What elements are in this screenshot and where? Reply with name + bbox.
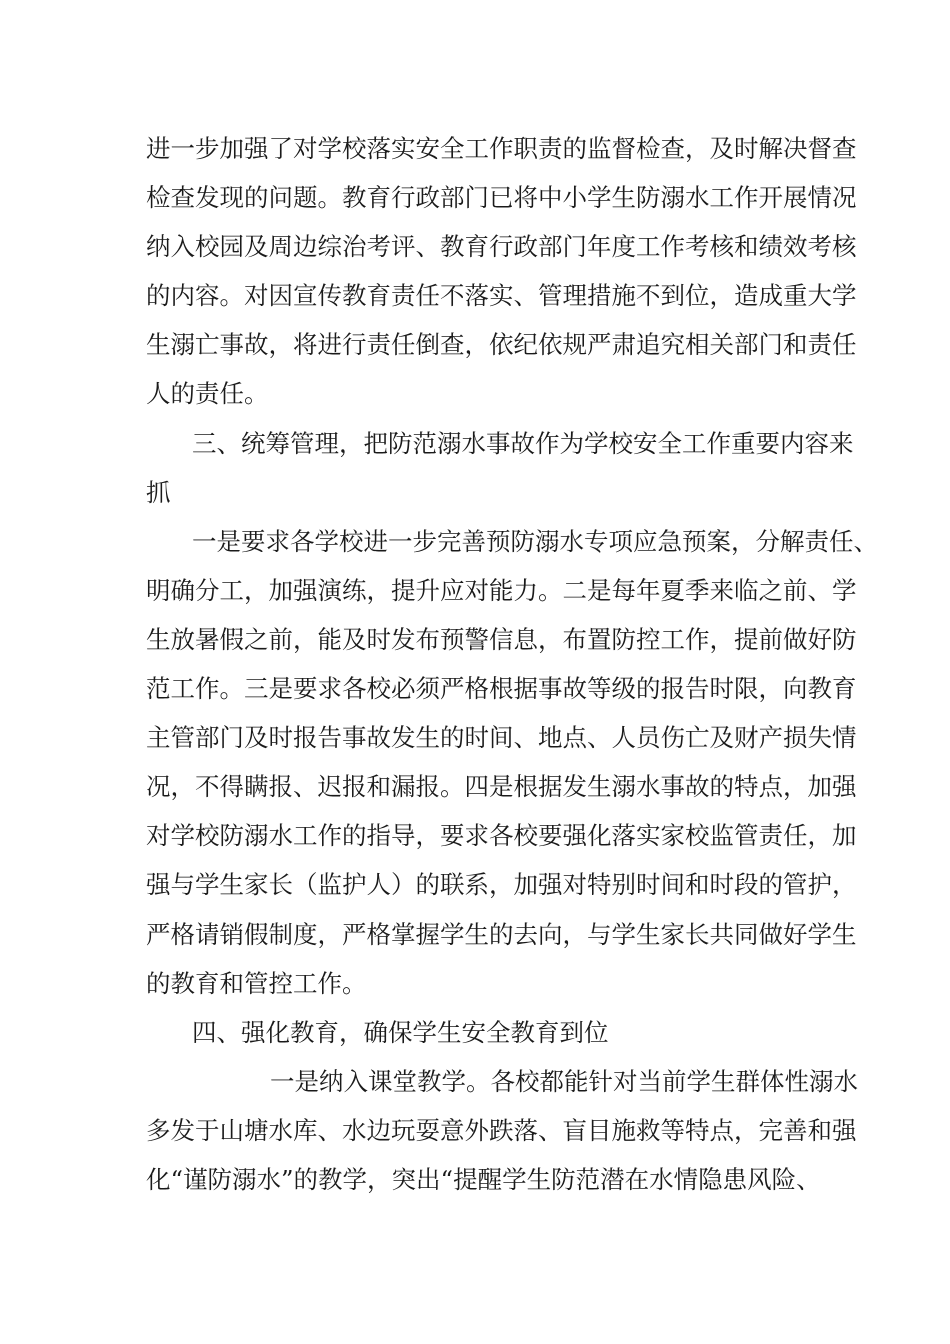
text-line: 对学校防溺水工作的指导，要求各校要强化落实家校监管责任，加: [146, 821, 857, 851]
text-line: 进一步加强了对学校落实安全工作职责的监督检查，及时解决督查: [146, 134, 857, 163]
text-line: 多发于山塘水库、水边玩耍意外跌落、盲目施救等特点，完善和强: [146, 1115, 857, 1145]
section-heading: 四、强化教育，确保学生安全教育到位: [192, 1017, 609, 1047]
text-line: 人的责任。: [146, 379, 269, 409]
document-body: [146, 124, 878, 1204]
text-line: 主管部门及时报告事故发生的时间、地点、人员伤亡及财产损失情: [146, 723, 857, 753]
text-line: 化“谨防溺水”的教学，突出“提醒学生防范潜在水情隐患风险、: [146, 1164, 821, 1194]
text-line: 强与学生家长（监护人）的联系，加强对特别时间和时段的管护，: [146, 870, 857, 900]
text-line: 检查发现的问题。教育行政部门已将中小学生防溺水工作开展情况: [146, 183, 857, 213]
section-heading-continuation: 抓: [146, 477, 171, 507]
text-line: 纳入校园及周边综治考评、教育行政部门年度工作考核和绩效考核: [146, 232, 857, 262]
section-heading: 三、统筹管理，把防范溺水事故作为学校安全工作重要内容来: [192, 428, 854, 458]
text-line: 范工作。三是要求各校必须严格根据事故等级的报告时限，向教育: [146, 674, 857, 704]
text-line: 的内容。对因宣传教育责任不落实、管理措施不到位，造成重大学: [146, 281, 857, 311]
text-line: 严格请销假制度，严格掌握学生的去向，与学生家长共同做好学生: [146, 919, 857, 949]
text-line: 明确分工，加强演练，提升应对能力。二是每年夏季来临之前、学: [146, 575, 857, 605]
text-line: 生溺亡事故，将进行责任倒查，依纪依规严肃追究相关部门和责任: [146, 330, 857, 360]
text-line: 的教育和管控工作。: [146, 968, 367, 998]
text-line: 生放暑假之前，能及时发布预警信息，布置防控工作，提前做好防: [146, 624, 857, 654]
text-line: 一是要求各学校进一步完善预防溺水专项应急预案，分解责任、: [192, 526, 878, 556]
text-line: 况，不得瞒报、迟报和漏报。四是根据发生溺水事故的特点，加强: [146, 772, 857, 802]
text-line: 一是纳入课堂教学。各校都能针对当前学生群体性溺水: [270, 1066, 858, 1096]
